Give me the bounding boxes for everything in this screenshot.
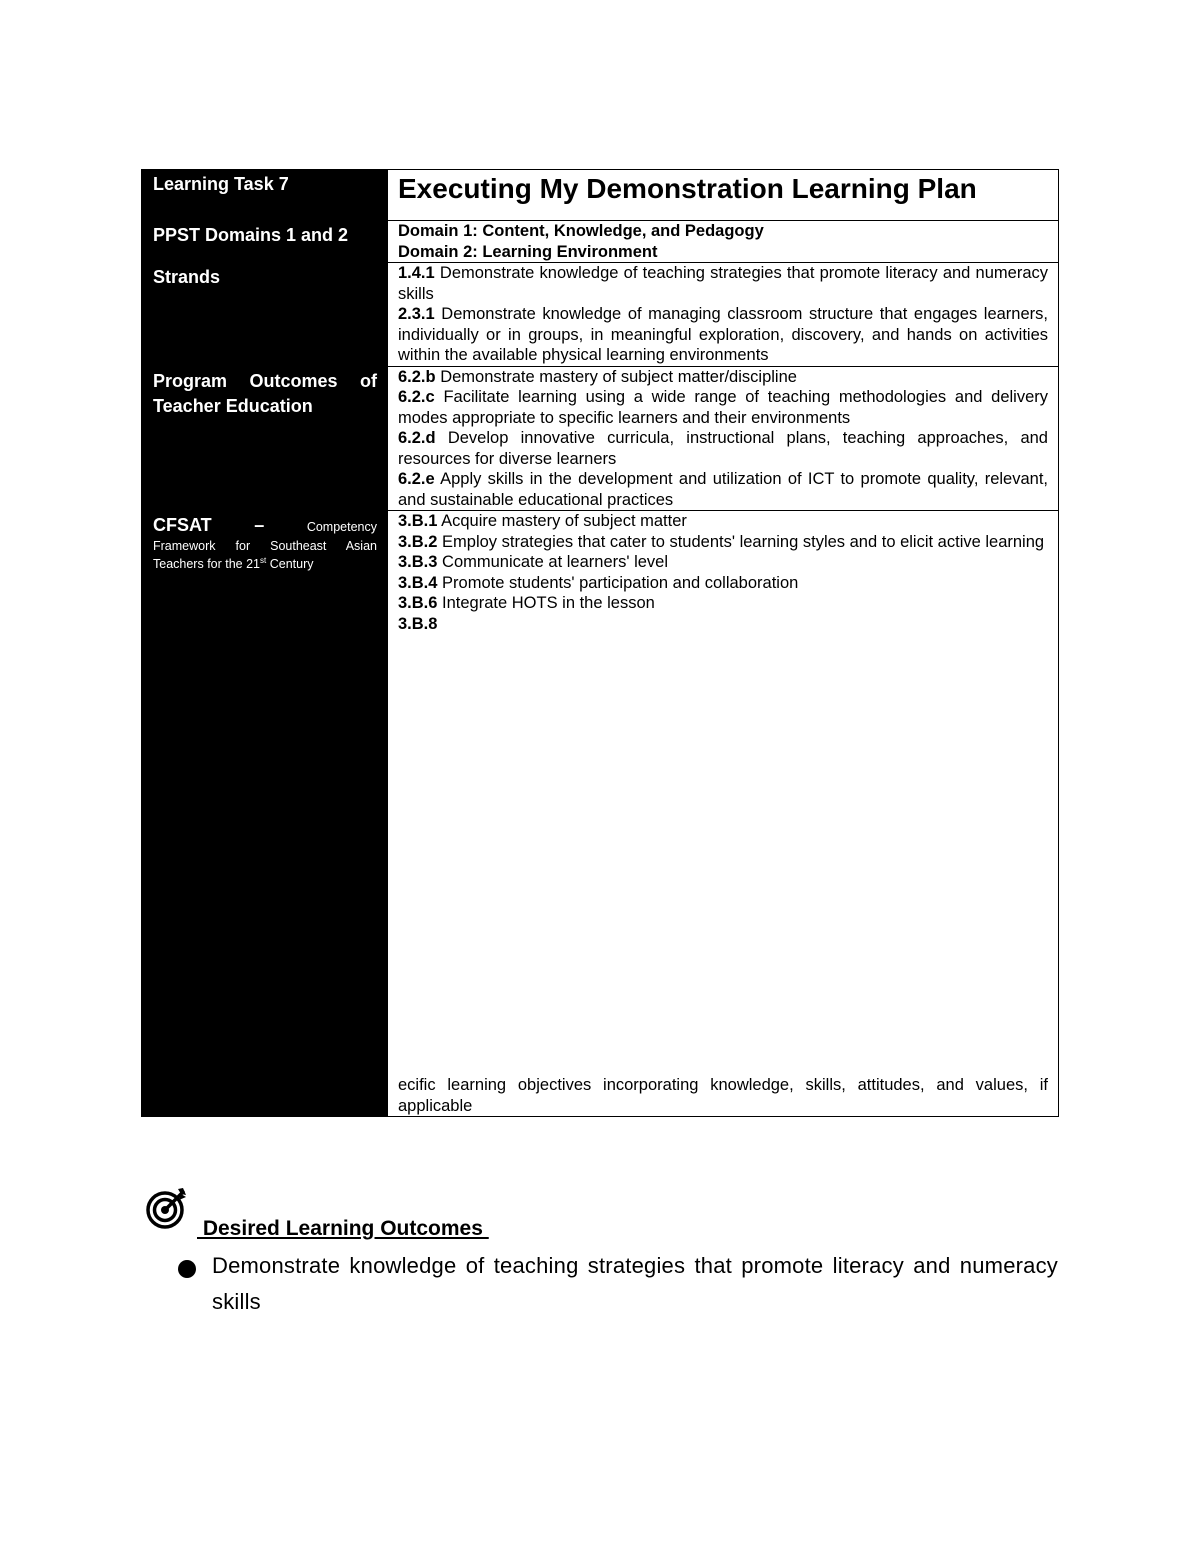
- strand-code: 1.4.1: [398, 264, 435, 282]
- desired-outcomes-title: Desired Learning Outcomes: [197, 1217, 489, 1240]
- cfsat-code: 3.B.6: [398, 594, 438, 612]
- program-label-line2: Teacher Education: [153, 395, 313, 416]
- strands-label-cell: [142, 263, 388, 367]
- outcome-item: [398, 469, 1048, 510]
- cfsat-row: [142, 511, 1059, 1117]
- cfsat-text: Acquire mastery of subject matter: [441, 512, 687, 530]
- domains-cell: [388, 221, 1059, 263]
- outcome-code: 6.2.b: [398, 367, 436, 386]
- cfsat-label-cell: [142, 511, 388, 1117]
- cfsat-item: [398, 573, 1048, 594]
- desired-outcomes-heading: [145, 1186, 489, 1240]
- cfsat-code: 3.B.4: [398, 573, 438, 592]
- blank-space: [398, 634, 1048, 1075]
- strand-item: [398, 304, 1048, 366]
- strand-code: 2.3.1: [398, 305, 435, 323]
- cfsat-text: Employ strategies that cater to students' learning styles and to elicit active learning: [442, 532, 1045, 551]
- outcome-item: [398, 387, 1048, 428]
- cfsat-code: 3.B.8: [398, 614, 438, 633]
- program-label-cell: [142, 366, 388, 511]
- strand-text: Demonstrate knowledge of managing classroom structure that engages learners, individually or in groups, in meaningful exploration, discovery, and hands on activities within the available physical learning environments: [398, 305, 1048, 364]
- cfsat-items-cell: [388, 511, 1059, 1117]
- cfsat-competency: Competency: [306, 520, 377, 534]
- outcome-text: Demonstrate mastery of subject matter/discipline: [440, 367, 797, 386]
- learning-task-table: [141, 169, 1059, 1117]
- outcome-text: Facilitate learning using a wide range of teaching methodologies and delivery modes appropriate to specific learners and their environments: [398, 388, 1048, 427]
- ppst-label: PPST Domains 1 and 2: [153, 225, 349, 245]
- strands-label: Strands: [153, 267, 221, 287]
- cfsat-item: [398, 552, 1048, 573]
- task-title-cell: [388, 170, 1059, 221]
- strand-text: Demonstrate knowledge of teaching strategies that promote literacy and numeracy skills: [398, 264, 1048, 303]
- cfsat-line3-pre: Teachers for the 21: [153, 557, 261, 571]
- outcome-code: 6.2.e: [398, 470, 435, 488]
- ppst-row: [142, 221, 1059, 263]
- program-row: [142, 366, 1059, 511]
- strand-item: [398, 263, 1048, 304]
- task-label: Learning Task 7: [153, 174, 289, 194]
- cfsat-line3-post: Century: [266, 557, 314, 571]
- strands-row: [142, 263, 1059, 367]
- cfsat-label: CFSAT: [153, 515, 212, 535]
- task-row: [142, 170, 1059, 221]
- program-label-line1: Program Outcomes of: [153, 370, 377, 391]
- cfsat-item: [398, 614, 1048, 635]
- outcome-code: 6.2.c: [398, 388, 435, 406]
- cfsat-item: [398, 593, 1048, 614]
- target-icon: [145, 1186, 189, 1235]
- task-label-cell: [142, 170, 388, 221]
- cfsat-text: Communicate at learners' level: [442, 553, 669, 571]
- cfsat-trailing-text: ecific learning objectives incorporating knowledge, skills, attitudes, and values, if applicable: [398, 1076, 1048, 1115]
- cfsat-item: [398, 532, 1048, 553]
- cfsat-code: 3.B.1: [398, 512, 438, 530]
- domain-1: Domain 1: Content, Knowledge, and Pedagogy: [398, 222, 764, 240]
- cfsat-text: Promote students' participation and collaboration: [442, 573, 799, 592]
- cfsat-line2: Framework for Southeast Asian: [153, 539, 377, 553]
- domain-2: Domain 2: Learning Environment: [398, 242, 658, 261]
- outcome-item: [398, 428, 1048, 469]
- cfsat-dash: –: [254, 515, 265, 535]
- bullet-icon: [178, 1260, 196, 1278]
- outcome-code: 6.2.d: [398, 429, 436, 447]
- cfsat-line3: [153, 555, 377, 573]
- outcome-text: Develop innovative curricula, instructional plans, teaching approaches, and resources for diverse learners: [398, 429, 1048, 468]
- ppst-label-cell: [142, 221, 388, 263]
- cfsat-heading: [153, 513, 377, 537]
- program-outcomes-cell: [388, 366, 1059, 511]
- cfsat-code: 3.B.3: [398, 553, 438, 571]
- cfsat-code: 3.B.2: [398, 532, 438, 551]
- task-title: Executing My Demonstration Learning Plan: [398, 173, 977, 204]
- bullet-text: Demonstrate knowledge of teaching strategies that promote literacy and numeracy skills: [212, 1253, 1058, 1314]
- list-item: [178, 1248, 1058, 1320]
- cfsat-item: [398, 511, 1048, 532]
- cfsat-text: Integrate HOTS in the lesson: [442, 594, 655, 612]
- cfsat-line3-sup: st: [260, 555, 267, 565]
- outcome-item: [398, 367, 1048, 388]
- strands-cell: [388, 263, 1059, 367]
- outcome-text: Apply skills in the development and utilization of ICT to promote quality, relevant, and sustainable educational practices: [398, 470, 1049, 509]
